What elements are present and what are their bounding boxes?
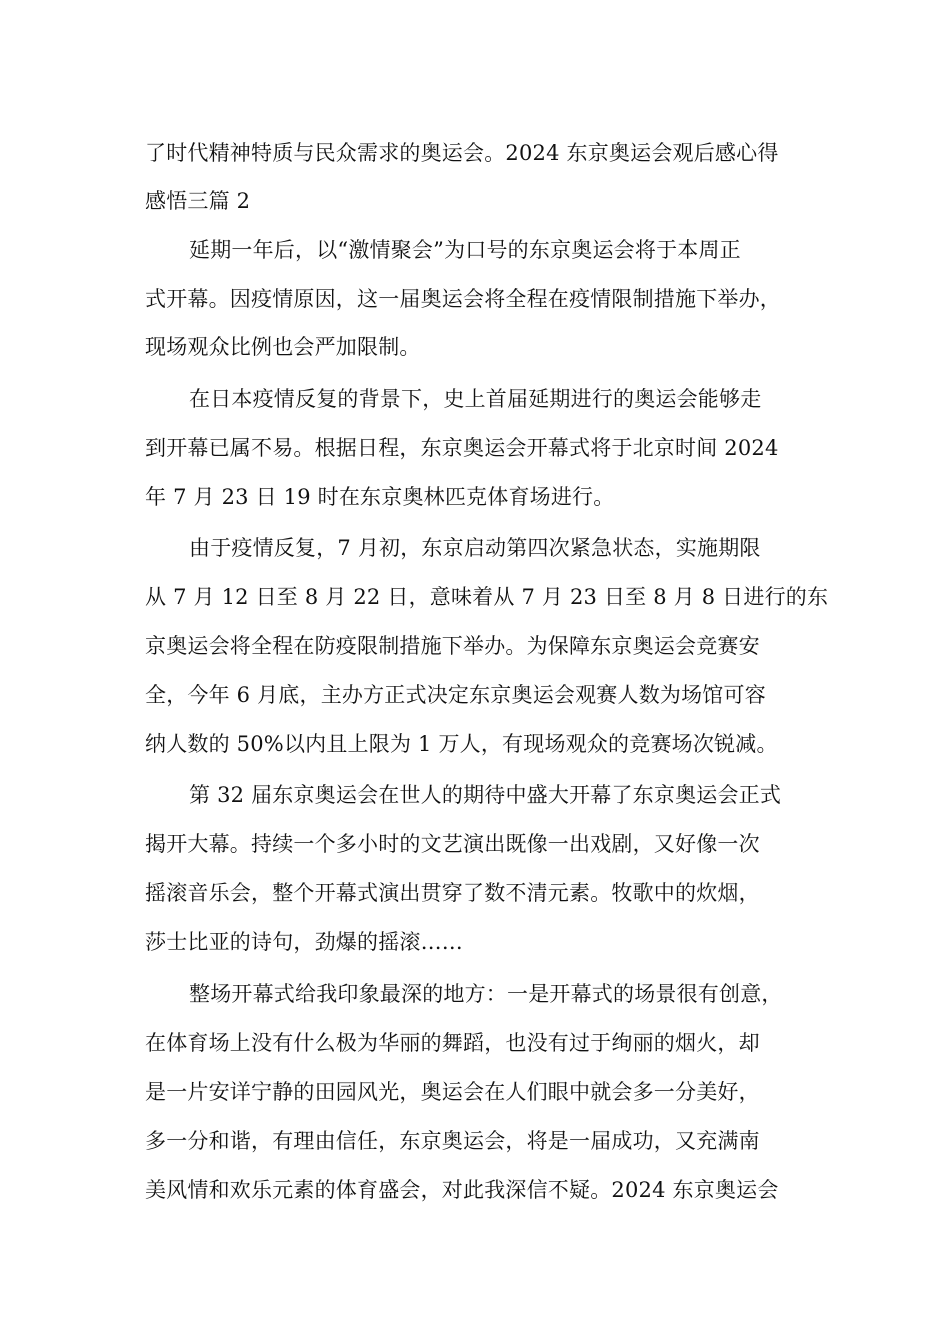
- text-line: 从 7 月 12 日至 8 月 22 日，意味着从 7 月 23 日至 8 月 8 日进行的东: [145, 585, 829, 609]
- text-line: 莎士比亚的诗句，劲爆的摇滚……: [145, 930, 463, 954]
- text-line: 全，今年 6 月底，主办方正式决定东京奥运会观赛人数为场馆可容: [145, 683, 766, 707]
- text-line: 感悟三篇 2: [145, 189, 251, 213]
- text-line: 纳人数的 50%以内且上限为 1 万人，有现场观众的竞赛场次锐减。: [145, 732, 778, 756]
- text-line: 在体育场上没有什么极为华丽的舞蹈，也没有过于绚丽的烟火，却: [145, 1031, 760, 1055]
- text-line: 由于疫情反复，7 月初，东京启动第四次紧急状态，实施期限: [189, 536, 761, 560]
- text-line: 在日本疫情反复的背景下，史上首届延期进行的奥运会能够走: [189, 387, 762, 411]
- text-line: 京奥运会将全程在防疫限制措施下举办。为保障东京奥运会竞赛安: [145, 634, 760, 658]
- text-line: 到开幕已属不易。根据日程，东京奥运会开幕式将于北京时间 2024: [145, 436, 779, 460]
- text-line: 整场开幕式给我印象最深的地方：一是开幕式的场景很有创意，: [189, 982, 783, 1006]
- text-line: 式开幕。因疫情原因，这一届奥运会将全程在疫情限制措施下举办，: [145, 287, 781, 311]
- text-line: 摇滚音乐会，整个开幕式演出贯穿了数不清元素。牧歌中的炊烟，: [145, 881, 760, 905]
- text-line: 年 7 月 23 日 19 时在东京奥林匹克体育场进行。: [145, 485, 615, 509]
- text-line: 是一片安详宁静的田园风光，奥运会在人们眼中就会多一分美好，: [145, 1080, 760, 1104]
- text-line: 延期一年后，以“激情聚会”为口号的东京奥运会将于本周正: [189, 238, 741, 262]
- text-line: 揭开大幕。持续一个多小时的文艺演出既像一出戏剧，又好像一次: [145, 832, 760, 856]
- text-line: 第 32 届东京奥运会在世人的期待中盛大开幕了东京奥运会正式: [189, 783, 782, 807]
- text-line: 现场观众比例也会严加限制。: [145, 335, 421, 359]
- text-line: 多一分和谐，有理由信任，东京奥运会，将是一届成功，又充满南: [145, 1129, 760, 1153]
- text-line: 美风情和欢乐元素的体育盛会，对此我深信不疑。2024 东京奥运会: [145, 1178, 779, 1202]
- text-line: 了时代精神特质与民众需求的奥运会。2024 东京奥运会观后感心得: [145, 141, 779, 165]
